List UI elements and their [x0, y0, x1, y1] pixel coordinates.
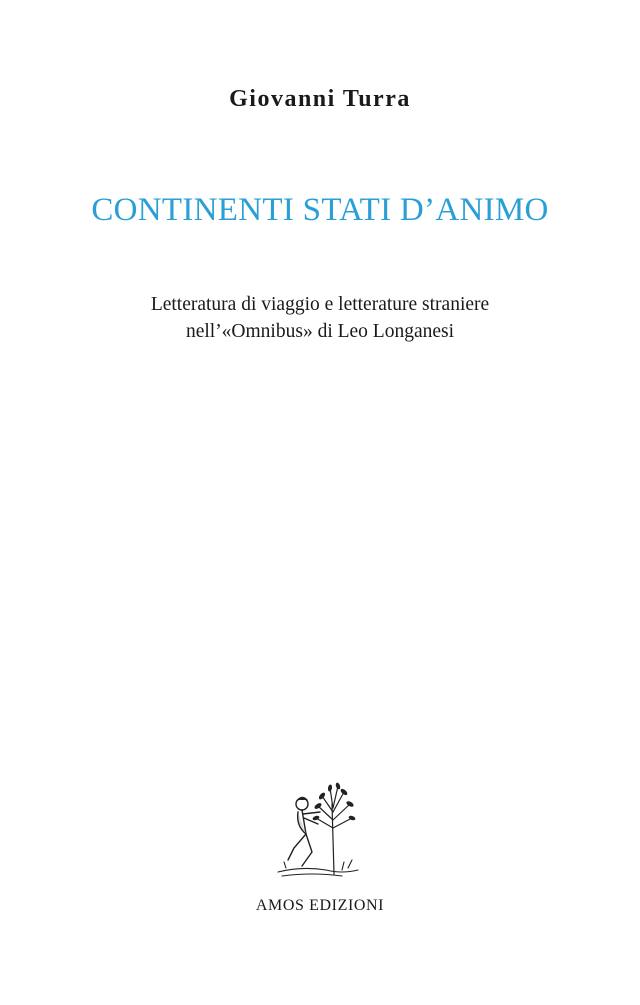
book-title: CONTINENTI STATI D’ANIMO [91, 192, 549, 228]
author-name: Giovanni Turra [229, 86, 411, 112]
publisher-logo-icon [272, 782, 364, 882]
subtitle-line-2: nell’«Omnibus» di Leo Longanesi [185, 321, 455, 342]
book-subtitle [0, 291, 640, 345]
publisher-name: AMOS EDIZIONI [255, 897, 385, 914]
subtitle-line-1: Letteratura di viaggio e letterature straniere [150, 294, 490, 315]
